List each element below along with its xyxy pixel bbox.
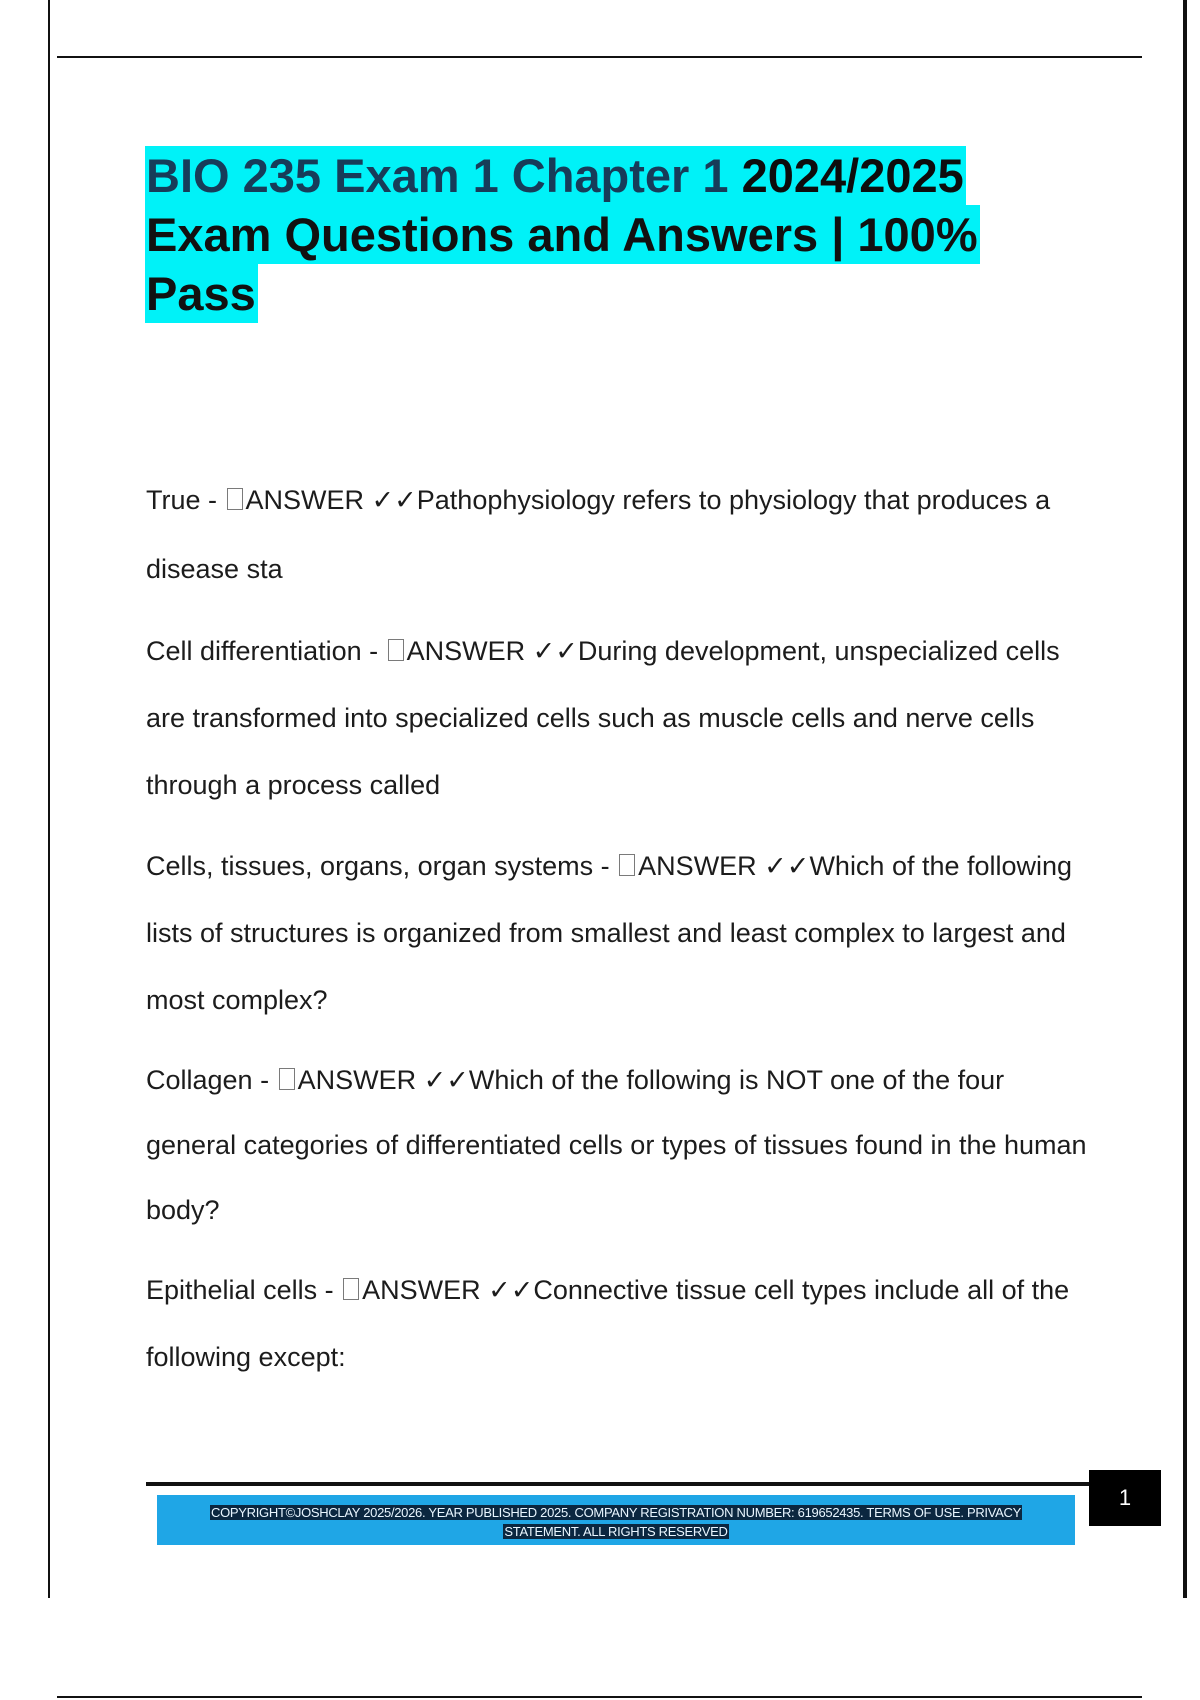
next-page-rule xyxy=(57,1696,1142,1698)
title-line-1-year: 2024/2025 xyxy=(741,149,964,202)
qa-question: Which of the following is NOT one of the four general categories of differentiated cells or types of tissues found in the human body? xyxy=(146,1065,1087,1225)
title-line-1-course: BIO 235 Exam 1 Chapter 1 xyxy=(146,149,742,202)
answer-marker: ANSWER ✓✓ xyxy=(638,851,810,881)
answer-marker: ANSWER ✓✓ xyxy=(406,636,578,666)
qa-item xyxy=(146,833,1096,1034)
copyright-notice xyxy=(157,1503,1075,1541)
header-rule xyxy=(57,56,1142,58)
answer-marker: ANSWER ✓✓ xyxy=(362,1275,534,1305)
qa-item xyxy=(146,1257,1096,1391)
qa-question: Connective tissue cell types include all of the following except: xyxy=(146,1275,1070,1372)
answer-box-icon xyxy=(279,1068,295,1090)
page-number: 1 xyxy=(1089,1470,1161,1526)
qa-term: Collagen - xyxy=(146,1065,277,1095)
document-title xyxy=(145,146,1045,323)
qa-item xyxy=(146,466,1096,604)
copyright-line-1: COPYRIGHT©JOSHCLAY 2025/2026. YEAR PUBLISHED 2025. COMPANY REGISTRATION NUMBER: 619652435. TERMS OF USE. PRIVACY xyxy=(211,1505,1021,1520)
qa-question: Pathophysiology refers to physiology that produces a disease sta xyxy=(146,485,1051,584)
page-border-left xyxy=(48,0,50,1598)
qa-question: Which of the following lists of structures is organized from smallest and least complex to largest and most complex? xyxy=(146,851,1073,1015)
answer-box-icon xyxy=(343,1278,359,1300)
answer-box-icon xyxy=(227,488,243,510)
qa-item xyxy=(146,618,1096,819)
answer-box-icon xyxy=(388,639,404,661)
qa-term: Cells, tissues, organs, organ systems - xyxy=(146,851,618,881)
qa-question: During development, unspecialized cells are transformed into specialized cells such as muscle cells and nerve cells through a process called xyxy=(146,636,1060,800)
copyright-line-2: STATEMENT. ALL RIGHTS RESERVED xyxy=(504,1524,728,1539)
footer-rule xyxy=(146,1482,1096,1486)
answer-marker: ANSWER ✓✓ xyxy=(245,485,417,515)
title-line-1 xyxy=(145,146,966,205)
title-line-3: Pass xyxy=(145,264,258,323)
qa-term: Cell differentiation - xyxy=(146,636,386,666)
copyright-bar xyxy=(157,1495,1075,1545)
page-border-right xyxy=(1183,0,1187,1598)
qa-term: Epithelial cells - xyxy=(146,1275,342,1305)
qa-term: True - xyxy=(146,485,225,515)
answer-marker: ANSWER ✓✓ xyxy=(297,1065,469,1095)
question-answer-list xyxy=(146,466,1096,1405)
answer-box-icon xyxy=(619,854,635,876)
title-line-2: Exam Questions and Answers | 100% xyxy=(145,205,980,264)
qa-item xyxy=(146,1048,1096,1243)
